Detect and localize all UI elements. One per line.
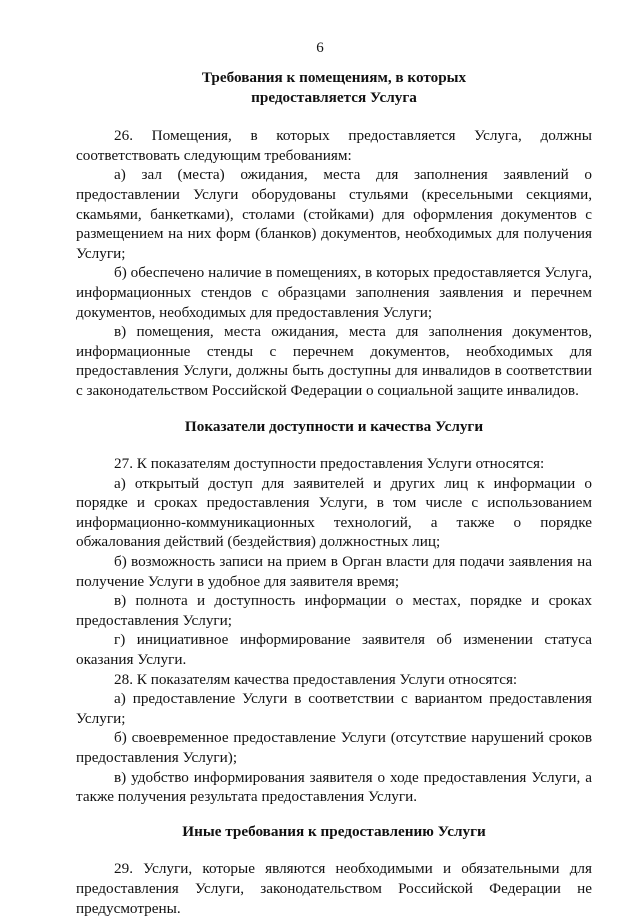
paragraph: 26. Помещения, в которых предоставляется Услуга, должны соответствовать следующим требованиям: — [76, 127, 592, 164]
paragraph: в) помещения, места ожидания, места для заполнения документов, информационные стенды с перечнем документов, необходимых для предоставления Услуги, должны быть доступны для инвалидов в соответствии с законодательством Российской Федерации о социальной защите инвалидов. — [76, 323, 592, 399]
paragraph: в) полнота и доступность информации о местах, порядке и сроках предоставления Услуги; — [76, 592, 592, 629]
section-heading-premises — [76, 68, 592, 107]
paragraph: б) своевременное предоставление Услуги (отсутствие нарушений сроков предоставления Услуги); — [76, 729, 592, 766]
section-heading-other-requirements — [76, 822, 592, 842]
paragraph: а) зал (места) ожидания, места для заполнения заявлений о предоставлении Услуги оборудованы стульями (кресельными секциями, скамьями, банкетками), столами (стойками) для оформления документов с размещением на них форм (бланков) документов, необходимых для получения Услуги; — [76, 166, 592, 262]
paragraph: 29. Услуги, которые являются необходимыми и обязательными для предоставления Услуги, законодательством Российской Федерации не предусмотрены. — [76, 860, 592, 917]
section-heading-line: предоставляется Услуга — [251, 88, 417, 106]
paragraph: 27. К показателям доступности предоставления Услуги относятся: — [114, 455, 545, 473]
page-number: 6 — [316, 40, 324, 56]
paragraph: б) обеспечено наличие в помещениях, в которых предоставляется Услуга, информационных стендов с образцами заполнения заявления и перечнем документов, необходимых для предоставления Услуги; — [76, 264, 592, 321]
section-heading-line: Показатели доступности и качества Услуги — [184, 417, 484, 435]
paragraph: 28. К показателям качества предоставления Услуги относятся: — [114, 670, 518, 688]
paragraph: г) инициативное информирование заявителя об изменении статуса оказания Услуги. — [76, 631, 592, 669]
document-body — [76, 68, 592, 918]
paragraph: в) удобство информирования заявителя о ходе предоставления Услуги, а также получения результата предоставления Услуги. — [76, 768, 592, 806]
paragraph: б) возможность записи на прием в Орган власти для подачи заявления на получение Услуги в удобное для заявителя время; — [76, 553, 592, 590]
paragraph: а) открытый доступ для заявителей и других лиц к информации о порядке и сроках предоставления Услуги, в том числе с использованием информационно-коммуникационных технологий, а также о порядке обжалования действий (бездействия) должностных лиц; — [76, 474, 592, 551]
section-heading-line: Требования к помещениям, в которых — [201, 69, 467, 86]
section-heading-accessibility — [76, 417, 592, 437]
paragraph: а) предоставление Услуги в соответствии с вариантом предоставления Услуги; — [76, 690, 592, 727]
section-heading-line: Иные требования к предоставлению Услуги — [182, 822, 486, 840]
